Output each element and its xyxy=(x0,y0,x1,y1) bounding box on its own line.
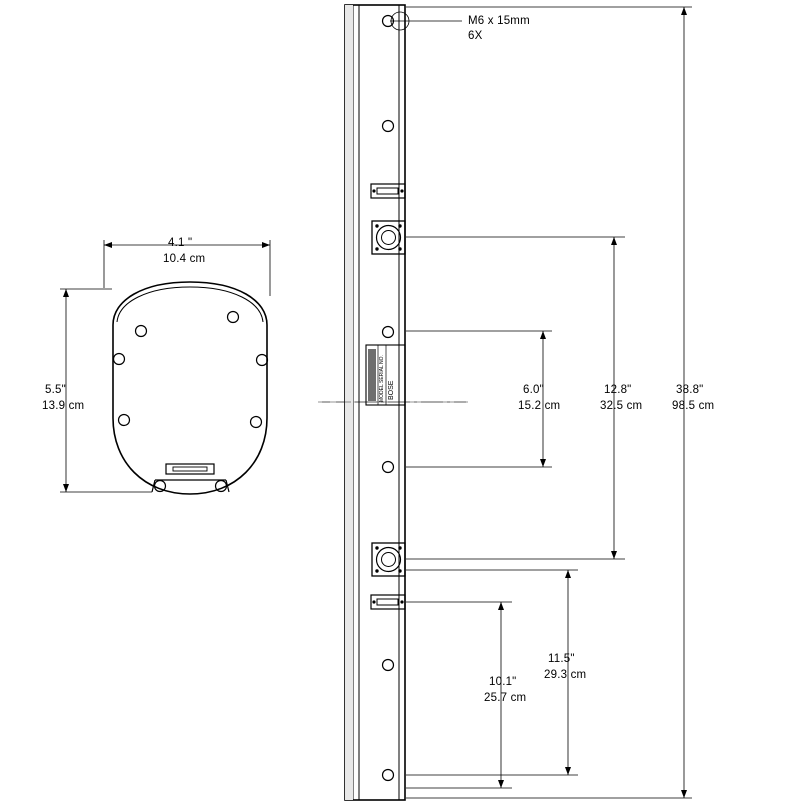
dim-bottom-span-metric: 25.7 cm xyxy=(484,692,527,704)
dim-lower-span-metric: 29.3 cm xyxy=(544,669,587,681)
dim-end-view-width-inch: 4.1 " xyxy=(168,237,193,249)
dim-upper-span-inch: 12.8" xyxy=(604,384,632,396)
dim-bottom-span-inch: 10.1" xyxy=(489,676,517,688)
dim-overall-length-inch: 38.8" xyxy=(676,384,704,396)
dim-end-view-width-metric: 10.4 cm xyxy=(163,253,206,265)
dim-lower-span-inch: 11.5" xyxy=(548,653,575,665)
side-view-outline xyxy=(345,5,405,800)
upper-connector xyxy=(372,221,405,254)
svg-text:BOSE: BOSE xyxy=(388,380,395,400)
end-view-bottom-bracket xyxy=(152,464,229,492)
dim-end-view-height-metric: 13.9 cm xyxy=(42,400,85,412)
svg-text:MODEL SERIAL NO.: MODEL SERIAL NO. xyxy=(379,355,385,402)
dim-end-view-height xyxy=(60,289,152,492)
dim-mid-span-inch: 6.0" xyxy=(523,384,544,396)
hardware-callout-line2: 6X xyxy=(468,30,483,42)
hardware-callout-line1: M6 x 15mm xyxy=(468,15,530,27)
dim-end-view-height-inch: 5.5" xyxy=(45,384,66,396)
hardware-callout-leader xyxy=(390,12,462,30)
dim-mid-span-metric: 15.2 cm xyxy=(518,400,561,412)
dim-upper-span-metric: 32.5 cm xyxy=(600,400,643,412)
dim-overall-length-metric: 98.5 cm xyxy=(672,400,715,412)
end-view-outline xyxy=(113,282,267,494)
dim-upper-span xyxy=(406,237,625,559)
upper-slot-plate xyxy=(371,184,405,198)
lower-connector xyxy=(372,543,405,576)
lower-slot-plate xyxy=(371,595,405,609)
